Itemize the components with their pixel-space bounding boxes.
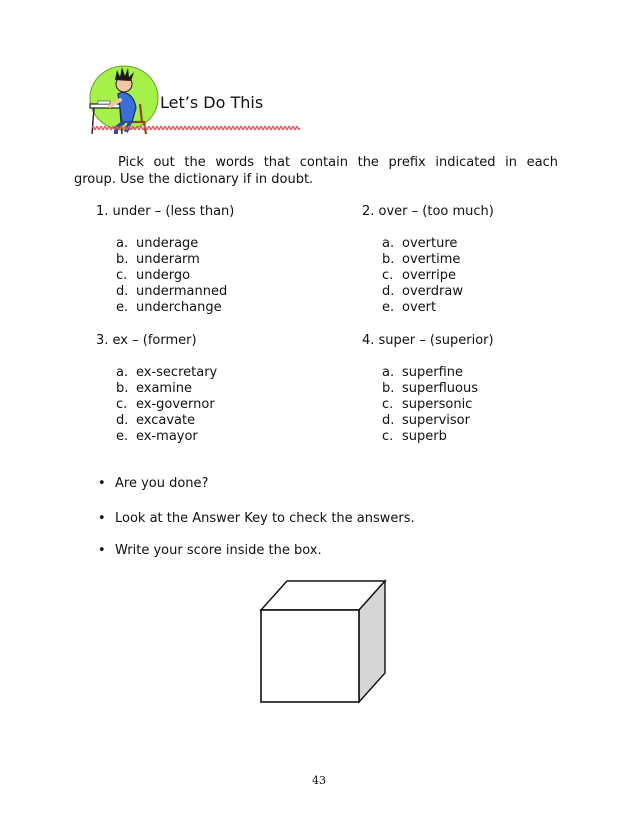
option-word: undermanned xyxy=(136,284,228,299)
option-word: underarm xyxy=(136,252,200,267)
word-option xyxy=(382,284,592,300)
option-letter: c. xyxy=(382,429,394,444)
prefix-group-over xyxy=(362,204,592,316)
option-letter: c. xyxy=(116,397,128,412)
word-list xyxy=(116,236,326,316)
option-word: superfluous xyxy=(402,381,479,396)
group-title: 3. ex – (former) xyxy=(96,333,197,348)
bullet-dot-icon: • xyxy=(98,511,106,526)
prefix-group-super xyxy=(362,333,592,445)
option-word: superb xyxy=(402,429,447,444)
word-option xyxy=(382,365,592,381)
bullet-item xyxy=(98,511,415,527)
word-option xyxy=(116,381,326,397)
word-option xyxy=(382,236,592,252)
option-letter: e. xyxy=(382,300,395,315)
option-word: undergo xyxy=(136,268,191,283)
word-option xyxy=(382,397,592,413)
bullet-item xyxy=(98,476,208,492)
option-letter: a. xyxy=(382,236,395,251)
option-letter: a. xyxy=(116,365,129,380)
word-option xyxy=(116,397,326,413)
option-word: underchange xyxy=(136,300,222,315)
word-option xyxy=(382,429,592,445)
option-letter: b. xyxy=(382,381,395,396)
option-word: overripe xyxy=(402,268,456,283)
word-option xyxy=(116,236,326,252)
bullet-dot-icon: • xyxy=(98,543,106,558)
option-word: examine xyxy=(136,381,192,396)
score-input-area xyxy=(261,610,359,702)
wavy-divider-line xyxy=(92,124,300,132)
bullet-dot-icon: • xyxy=(98,476,106,491)
word-option xyxy=(382,252,592,268)
option-letter: b. xyxy=(382,252,395,267)
word-option xyxy=(116,365,326,381)
bullet-text: Look at the Answer Key to check the answers. xyxy=(115,511,415,526)
option-letter: d. xyxy=(116,413,129,428)
score-box-cube-icon xyxy=(258,578,388,706)
option-word: underage xyxy=(136,236,199,251)
option-letter: c. xyxy=(116,268,128,283)
option-word: overdraw xyxy=(402,284,463,299)
instructions-line-2: group. Use the dictionary if in doubt. xyxy=(74,172,314,187)
option-letter: d. xyxy=(382,284,395,299)
option-letter: e. xyxy=(116,429,129,444)
instructions-line-1: Pick out the words that contain the prefix indicated in each xyxy=(118,155,558,170)
section-title: Let’s Do This xyxy=(160,93,264,112)
word-option xyxy=(116,300,326,316)
group-title: 1. under – (less than) xyxy=(96,204,235,219)
group-title: 2. over – (too much) xyxy=(362,204,494,219)
page-number: 43 xyxy=(312,774,326,787)
bullet-item xyxy=(98,543,322,559)
option-word: ex-governor xyxy=(136,397,215,412)
word-option xyxy=(382,268,592,284)
word-option xyxy=(116,429,326,445)
option-word: supervisor xyxy=(402,413,470,428)
word-list xyxy=(116,365,326,445)
option-letter: b. xyxy=(116,381,129,396)
option-letter: e. xyxy=(116,300,129,315)
option-word: ex-mayor xyxy=(136,429,198,444)
bullet-text: Write your score inside the box. xyxy=(115,543,322,558)
instructions-paragraph xyxy=(74,154,558,188)
word-option xyxy=(382,300,592,316)
option-word: supersonic xyxy=(402,397,473,412)
option-letter: b. xyxy=(116,252,129,267)
word-list xyxy=(382,236,592,316)
word-option xyxy=(116,413,326,429)
bullet-text: Are you done? xyxy=(115,476,209,491)
word-option xyxy=(382,413,592,429)
option-word: superfine xyxy=(402,365,464,380)
option-word: overt xyxy=(402,300,437,315)
prefix-group-under xyxy=(96,204,326,316)
word-list xyxy=(382,365,592,445)
prefix-group-ex xyxy=(96,333,326,445)
option-letter: c. xyxy=(382,268,394,283)
word-option xyxy=(116,252,326,268)
option-letter: d. xyxy=(116,284,129,299)
option-word: ex-secretary xyxy=(136,365,218,380)
option-letter: a. xyxy=(382,365,395,380)
option-letter: c. xyxy=(382,397,394,412)
option-word: overture xyxy=(402,236,458,251)
option-word: overtime xyxy=(402,252,461,267)
option-letter: a. xyxy=(116,236,129,251)
option-letter: d. xyxy=(382,413,395,428)
word-option xyxy=(382,381,592,397)
word-option xyxy=(116,284,326,300)
group-title: 4. super – (superior) xyxy=(362,333,494,348)
option-word: excavate xyxy=(136,413,196,428)
word-option xyxy=(116,268,326,284)
